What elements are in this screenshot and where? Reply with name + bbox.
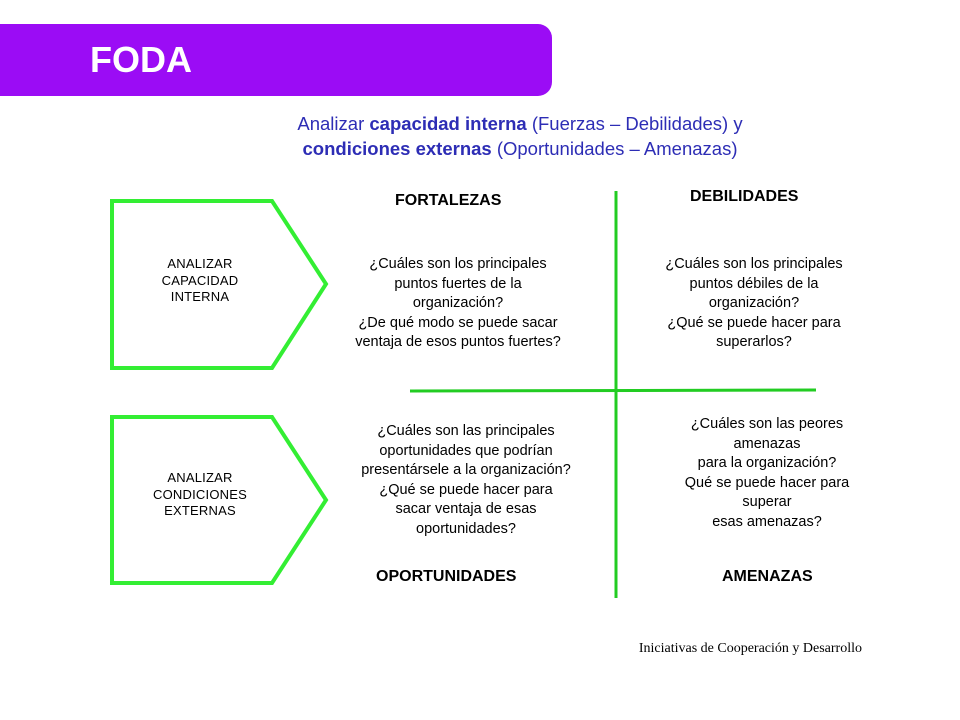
amenazas-questions [662, 415, 872, 532]
question-line: puntos débiles de la [689, 275, 819, 292]
amenazas-heading: AMENAZAS [722, 568, 813, 585]
question-line: oportunidades? [416, 520, 516, 537]
question-line: esas amenazas? [712, 513, 822, 530]
debilidades-questions [634, 255, 874, 353]
fortalezas-questions [330, 255, 586, 353]
question-line: Qué se puede hacer para [684, 474, 850, 491]
fortalezas-heading: FORTALEZAS [395, 192, 502, 209]
subtitle-line-1-pre: Analizar [297, 113, 370, 134]
question-line: ¿Qué se puede hacer para [379, 481, 553, 498]
internal-label-line: ANALIZAR [167, 256, 233, 271]
question-line: presentársele a la organización? [361, 462, 571, 478]
footer-credit: Iniciativas de Cooperación y Desarrollo [638, 641, 862, 656]
question-line: ventaja de esos puntos fuertes? [355, 334, 561, 350]
question-line: puntos fuertes de la [394, 275, 522, 292]
question-line: oportunidades que podrían [379, 442, 553, 459]
question-line: sacar ventaja de esas [395, 501, 537, 517]
question-line: ¿Cuáles son los principales [369, 256, 547, 272]
question-line: para la organización? [697, 455, 837, 471]
question-line: superarlos? [716, 334, 792, 350]
question-line: ¿Cuáles son las principales [377, 423, 555, 439]
question-line: organización? [412, 295, 504, 311]
external-label [130, 470, 270, 520]
question-line: ¿Cuáles son los principales [665, 256, 843, 272]
subtitle-line-2-post: (Oportunidades – Amenazas) [491, 138, 738, 159]
page-title: FODA [90, 39, 192, 80]
subtitle-line-1-post: (Fuerzas – Debilidades) y [526, 113, 743, 134]
internal-label [130, 256, 270, 306]
question-line: ¿Qué se puede hacer para [667, 314, 841, 331]
question-line: ¿Cuáles son las peores [690, 416, 844, 432]
external-label-line: CONDICIONES [153, 486, 247, 502]
subtitle-line-2-bold: condiciones externas [302, 138, 492, 159]
question-line: superar [742, 494, 792, 510]
oportunidades-heading: OPORTUNIDADES [376, 568, 517, 585]
internal-label-line: INTERNA [170, 289, 230, 304]
subtitle-line-1-bold: capacidad interna [369, 113, 527, 134]
matrix-horizontal-line [410, 390, 816, 391]
debilidades-heading: DEBILIDADES [690, 188, 799, 205]
question-line: ¿De qué modo se puede sacar [358, 314, 558, 331]
external-label-line: ANALIZAR [167, 470, 233, 485]
question-line: organización? [708, 295, 800, 311]
question-line: amenazas [733, 435, 801, 452]
oportunidades-questions [334, 422, 598, 539]
internal-label-line: CAPACIDAD [161, 272, 239, 288]
external-label-line: EXTERNAS [164, 503, 236, 518]
